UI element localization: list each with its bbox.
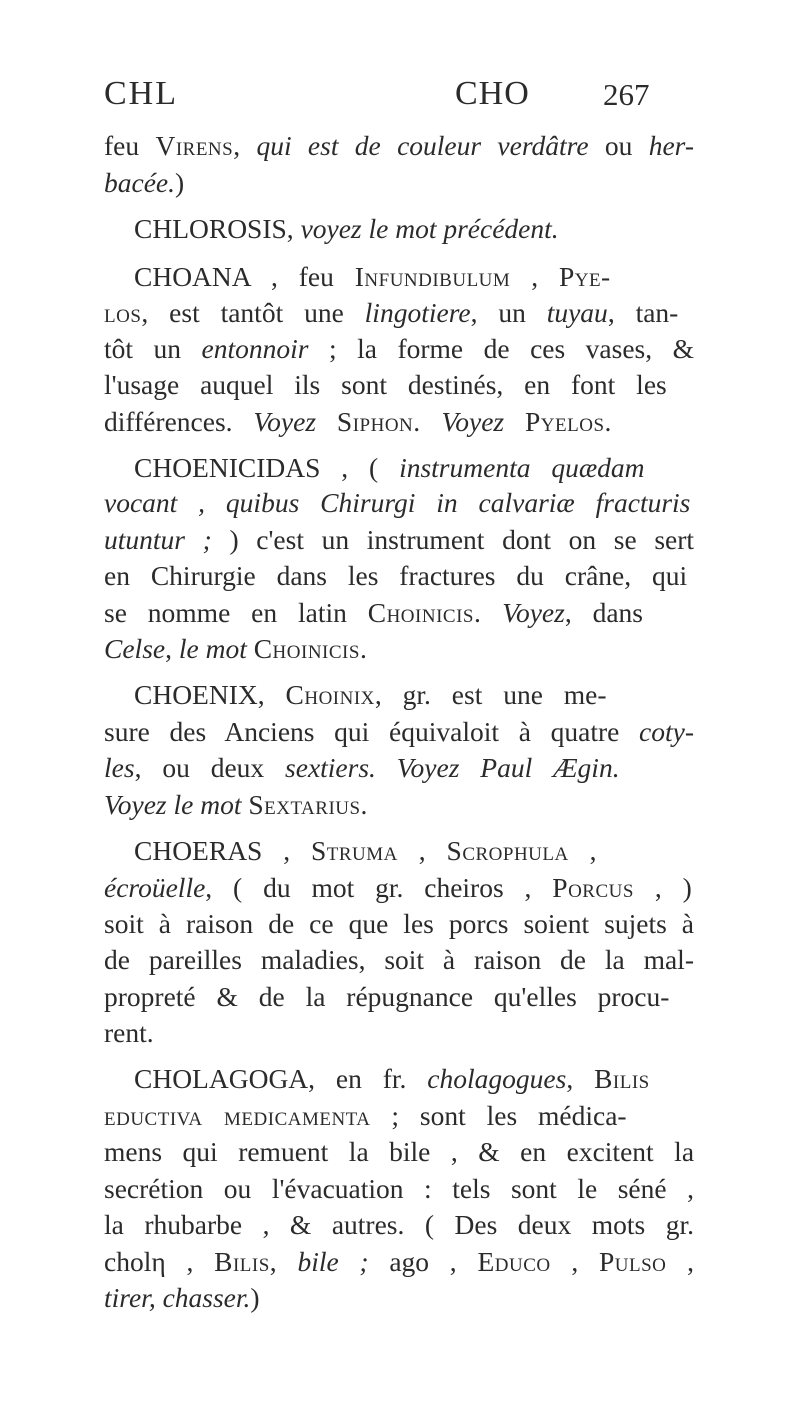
italic-text: coty- [639, 716, 695, 747]
italic-text: bile ; [297, 1246, 369, 1277]
text-run: différences. [104, 406, 254, 437]
text-run: , ( du mot gr. cheiros , [205, 872, 553, 903]
text-run: , [165, 633, 179, 664]
text-run: , dans [564, 597, 644, 628]
text-run: secrétion ou l'évacuation : tels sont le séné , [104, 1173, 694, 1204]
text-line [104, 595, 643, 631]
header-left-keyword: CHL [104, 75, 178, 112]
small-caps-text: Virens [155, 130, 234, 161]
italic-text: Voyez [253, 406, 317, 437]
text-line [104, 522, 694, 558]
text-line [104, 906, 694, 942]
italic-text: sextiers. [285, 752, 376, 783]
italic-text: cholagogues [427, 1063, 567, 1094]
text-line [104, 165, 184, 201]
text-run [481, 597, 502, 628]
text-line [104, 1134, 694, 1170]
text-run: rent. [104, 1017, 154, 1048]
italic-text: bacée. [104, 167, 175, 198]
header-right-keyword: CHO [455, 75, 530, 112]
italic-text: instrumenta quædam [399, 452, 645, 483]
italic-text: utuntur ; [104, 524, 212, 555]
text-run [376, 752, 397, 783]
text-run: CHLOROSIS, [134, 213, 301, 244]
small-caps-text: Pye- [558, 261, 611, 292]
text-line [134, 211, 559, 247]
text-run: feu [104, 130, 156, 161]
text-line [104, 750, 620, 786]
text-line [134, 677, 607, 713]
small-caps-text: Educo [477, 1246, 551, 1277]
text-run: , [566, 1063, 595, 1094]
small-caps-text: Bilis [594, 1063, 650, 1094]
text-run: la rhubarbe , & autres. ( Des deux mots gr. [104, 1209, 694, 1240]
text-line [104, 787, 368, 823]
text-run: ; sont les médica- [370, 1100, 627, 1131]
text-run: cholη , [104, 1246, 215, 1277]
text-run: , [550, 1246, 599, 1277]
small-caps-text: Choinicis. [253, 633, 368, 664]
text-line [104, 367, 667, 403]
text-run: , est tantôt une [141, 297, 365, 328]
text-line [104, 331, 694, 367]
italic-text: écroüelle [104, 872, 206, 903]
small-caps-text: Infundibulum [354, 261, 511, 292]
italic-text: lingotiere [364, 297, 471, 328]
text-run: propreté & de la répugnance qu'elles procu- [104, 981, 670, 1012]
text-line [104, 714, 694, 750]
text-run: de pareilles maladies, soit à raison de la mal- [104, 944, 694, 975]
italic-text: tuyau [546, 297, 608, 328]
text-line [134, 833, 596, 869]
text-line [104, 979, 669, 1015]
text-line [104, 631, 367, 667]
text-run: ago , [368, 1246, 478, 1277]
text-line [104, 1098, 627, 1134]
text-line [104, 1171, 694, 1207]
small-caps-text: Sextarius. [248, 789, 368, 820]
text-run: tôt un [104, 333, 202, 364]
italic-text: tirer, chasser. [104, 1282, 251, 1313]
small-caps-text: Scrophula [446, 835, 569, 866]
text-run: , [397, 835, 447, 866]
small-caps-text: los [104, 297, 142, 328]
text-run: , [269, 1246, 298, 1277]
text-run: , ou deux [134, 752, 286, 783]
text-line [134, 450, 645, 486]
text-run: CHOENIX, [134, 679, 286, 710]
small-caps-text: Struma [310, 835, 398, 866]
small-caps-text: Choinix [285, 679, 375, 710]
text-run: , tan- [607, 297, 679, 328]
text-line [134, 259, 611, 295]
italic-text: les [104, 752, 135, 783]
text-run: mens qui remuent la bile , & en excitent la [104, 1136, 695, 1167]
text-run: ) [250, 1282, 260, 1313]
text-line [104, 128, 694, 164]
text-run: CHOLAGOGA, en fr. [134, 1063, 428, 1094]
text-line [104, 1280, 260, 1316]
italic-text: Voyez [441, 406, 505, 437]
text-line [134, 1061, 650, 1097]
running-header [104, 75, 704, 119]
text-line [104, 1244, 694, 1280]
text-run: sure des Anciens qui équivaloit à quatre [104, 716, 640, 747]
small-caps-text: eductiva medicamenta [104, 1100, 371, 1131]
italic-text: qui est de couleur verdâtre [256, 130, 589, 161]
small-caps-text: Pulso [598, 1246, 667, 1277]
text-line [104, 870, 692, 906]
text-run: l'usage auquel ils sont destinés, en font les [104, 369, 667, 400]
text-run: ) c'est un instrument dont on se sert [211, 524, 695, 555]
text-run: ) [175, 167, 185, 198]
text-run [247, 633, 254, 664]
text-run: , [510, 261, 559, 292]
text-run [316, 406, 337, 437]
text-run: , un [470, 297, 547, 328]
text-run [504, 406, 525, 437]
text-run: CHOANA , feu [134, 261, 355, 292]
text-run: CHOERAS , [134, 835, 311, 866]
text-line [104, 1015, 154, 1051]
italic-text: Celse [104, 633, 166, 664]
text-run [421, 406, 442, 437]
italic-text: Voyez Paul Ægin. [396, 752, 620, 783]
text-run: ; la forme de ces vases, & [308, 333, 694, 364]
text-run: ou [588, 130, 649, 161]
page-number: 267 [603, 77, 650, 112]
text-run: se nomme en latin [104, 597, 368, 628]
small-caps-text: Choinicis. [367, 597, 482, 628]
text-line [104, 295, 678, 331]
text-line [104, 485, 690, 521]
text-run: , ) [633, 872, 692, 903]
text-run: , [568, 835, 597, 866]
text-line [104, 942, 694, 978]
text-run: en Chirurgie dans les fractures du crâne, qui [104, 560, 688, 591]
italic-text: Voyez [502, 597, 565, 628]
italic-text: entonnoir [201, 333, 309, 364]
text-run: , [666, 1246, 695, 1277]
italic-text: her- [648, 130, 694, 161]
italic-text: le mot [178, 633, 247, 664]
text-run: , gr. est une me- [374, 679, 607, 710]
text-run: soit à raison de ce que les porcs soient sujets à [104, 908, 695, 939]
small-caps-text: Porcus [552, 872, 634, 903]
italic-text: vocant , quibus Chirurgi in calvariæ fracturis [104, 487, 691, 518]
text-line [104, 1207, 694, 1243]
italic-text: voyez le mot précédent. [300, 213, 559, 244]
text-line [104, 558, 687, 594]
text-line [104, 404, 612, 440]
small-caps-text: Bilis [214, 1246, 270, 1277]
small-caps-text: Pyelos. [525, 406, 612, 437]
text-run: CHOENICIDAS , ( [134, 452, 400, 483]
small-caps-text: Siphon. [336, 406, 421, 437]
italic-text: Voyez le mot [104, 789, 242, 820]
text-run: , [233, 130, 257, 161]
